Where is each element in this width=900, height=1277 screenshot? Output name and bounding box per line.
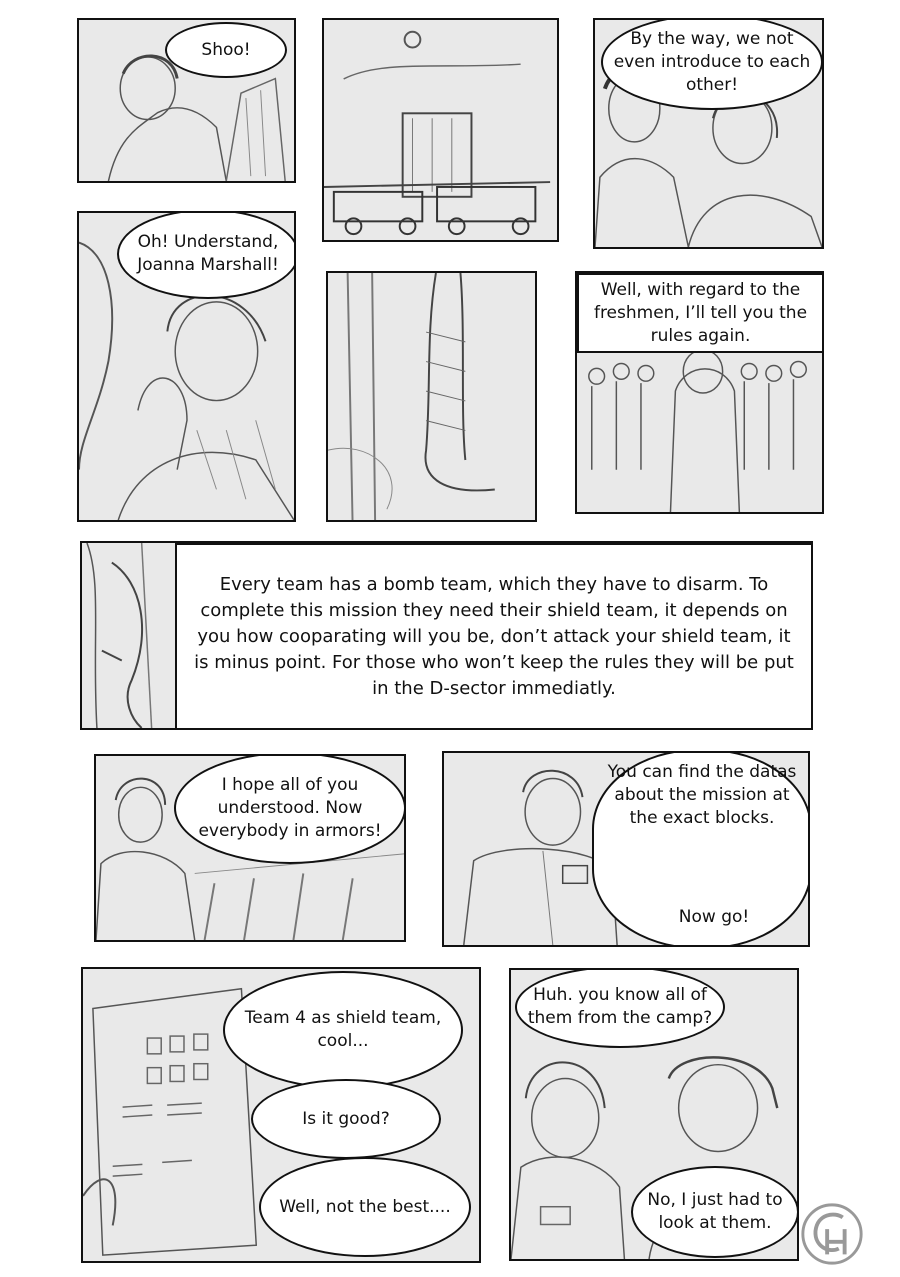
speech-bubble-2: No, I just had to look at them. xyxy=(631,1166,799,1258)
panel-7 xyxy=(80,541,813,730)
panel-11 xyxy=(509,968,799,1261)
panel-4 xyxy=(77,211,296,522)
speech-bubble-2: Is it good? xyxy=(251,1079,441,1159)
narration-box: Every team has a bomb team, which they have to disarm. To complete this mission they need their shield team, it depends on you how cooparating will you be, don’t attack your shield team, it is minus point. For those who won’t keep the rules they will be put in the D-sector immediatly. xyxy=(175,543,813,730)
panel-5 xyxy=(326,271,537,522)
caption-box: Well, with regard to the freshmen, I’ll tell you the rules again. xyxy=(577,273,824,353)
speech-bubble: I hope all of you understood. Now everybody in armors! xyxy=(174,754,406,864)
speech-text-secondary: Now go! xyxy=(678,907,750,927)
panel-9 xyxy=(442,751,810,947)
panel-3 xyxy=(593,18,824,249)
speech-bubble: You can find the datas about the mission at the exact blocks. xyxy=(592,751,810,947)
panel-2-sketch xyxy=(324,20,557,240)
speech-bubble-3: Well, not the best.... xyxy=(259,1157,471,1257)
panel-6 xyxy=(575,271,824,514)
panel-8 xyxy=(94,754,406,942)
speech-bubble: By the way, we not even introduce to each other! xyxy=(601,18,823,110)
speech-bubble-1: Huh. you know all of them from the camp? xyxy=(515,968,725,1048)
speech-bubble-1: Team 4 as shield team, cool... xyxy=(223,971,463,1089)
panel-5-sketch xyxy=(328,273,535,520)
panel-1 xyxy=(77,18,296,183)
speech-bubble: Oh! Understand, Joanna Marshall! xyxy=(117,211,296,299)
panel-2 xyxy=(322,18,559,242)
speech-bubble: Shoo! xyxy=(165,22,287,78)
panel-10 xyxy=(81,967,481,1263)
gh-logo xyxy=(798,1200,866,1268)
